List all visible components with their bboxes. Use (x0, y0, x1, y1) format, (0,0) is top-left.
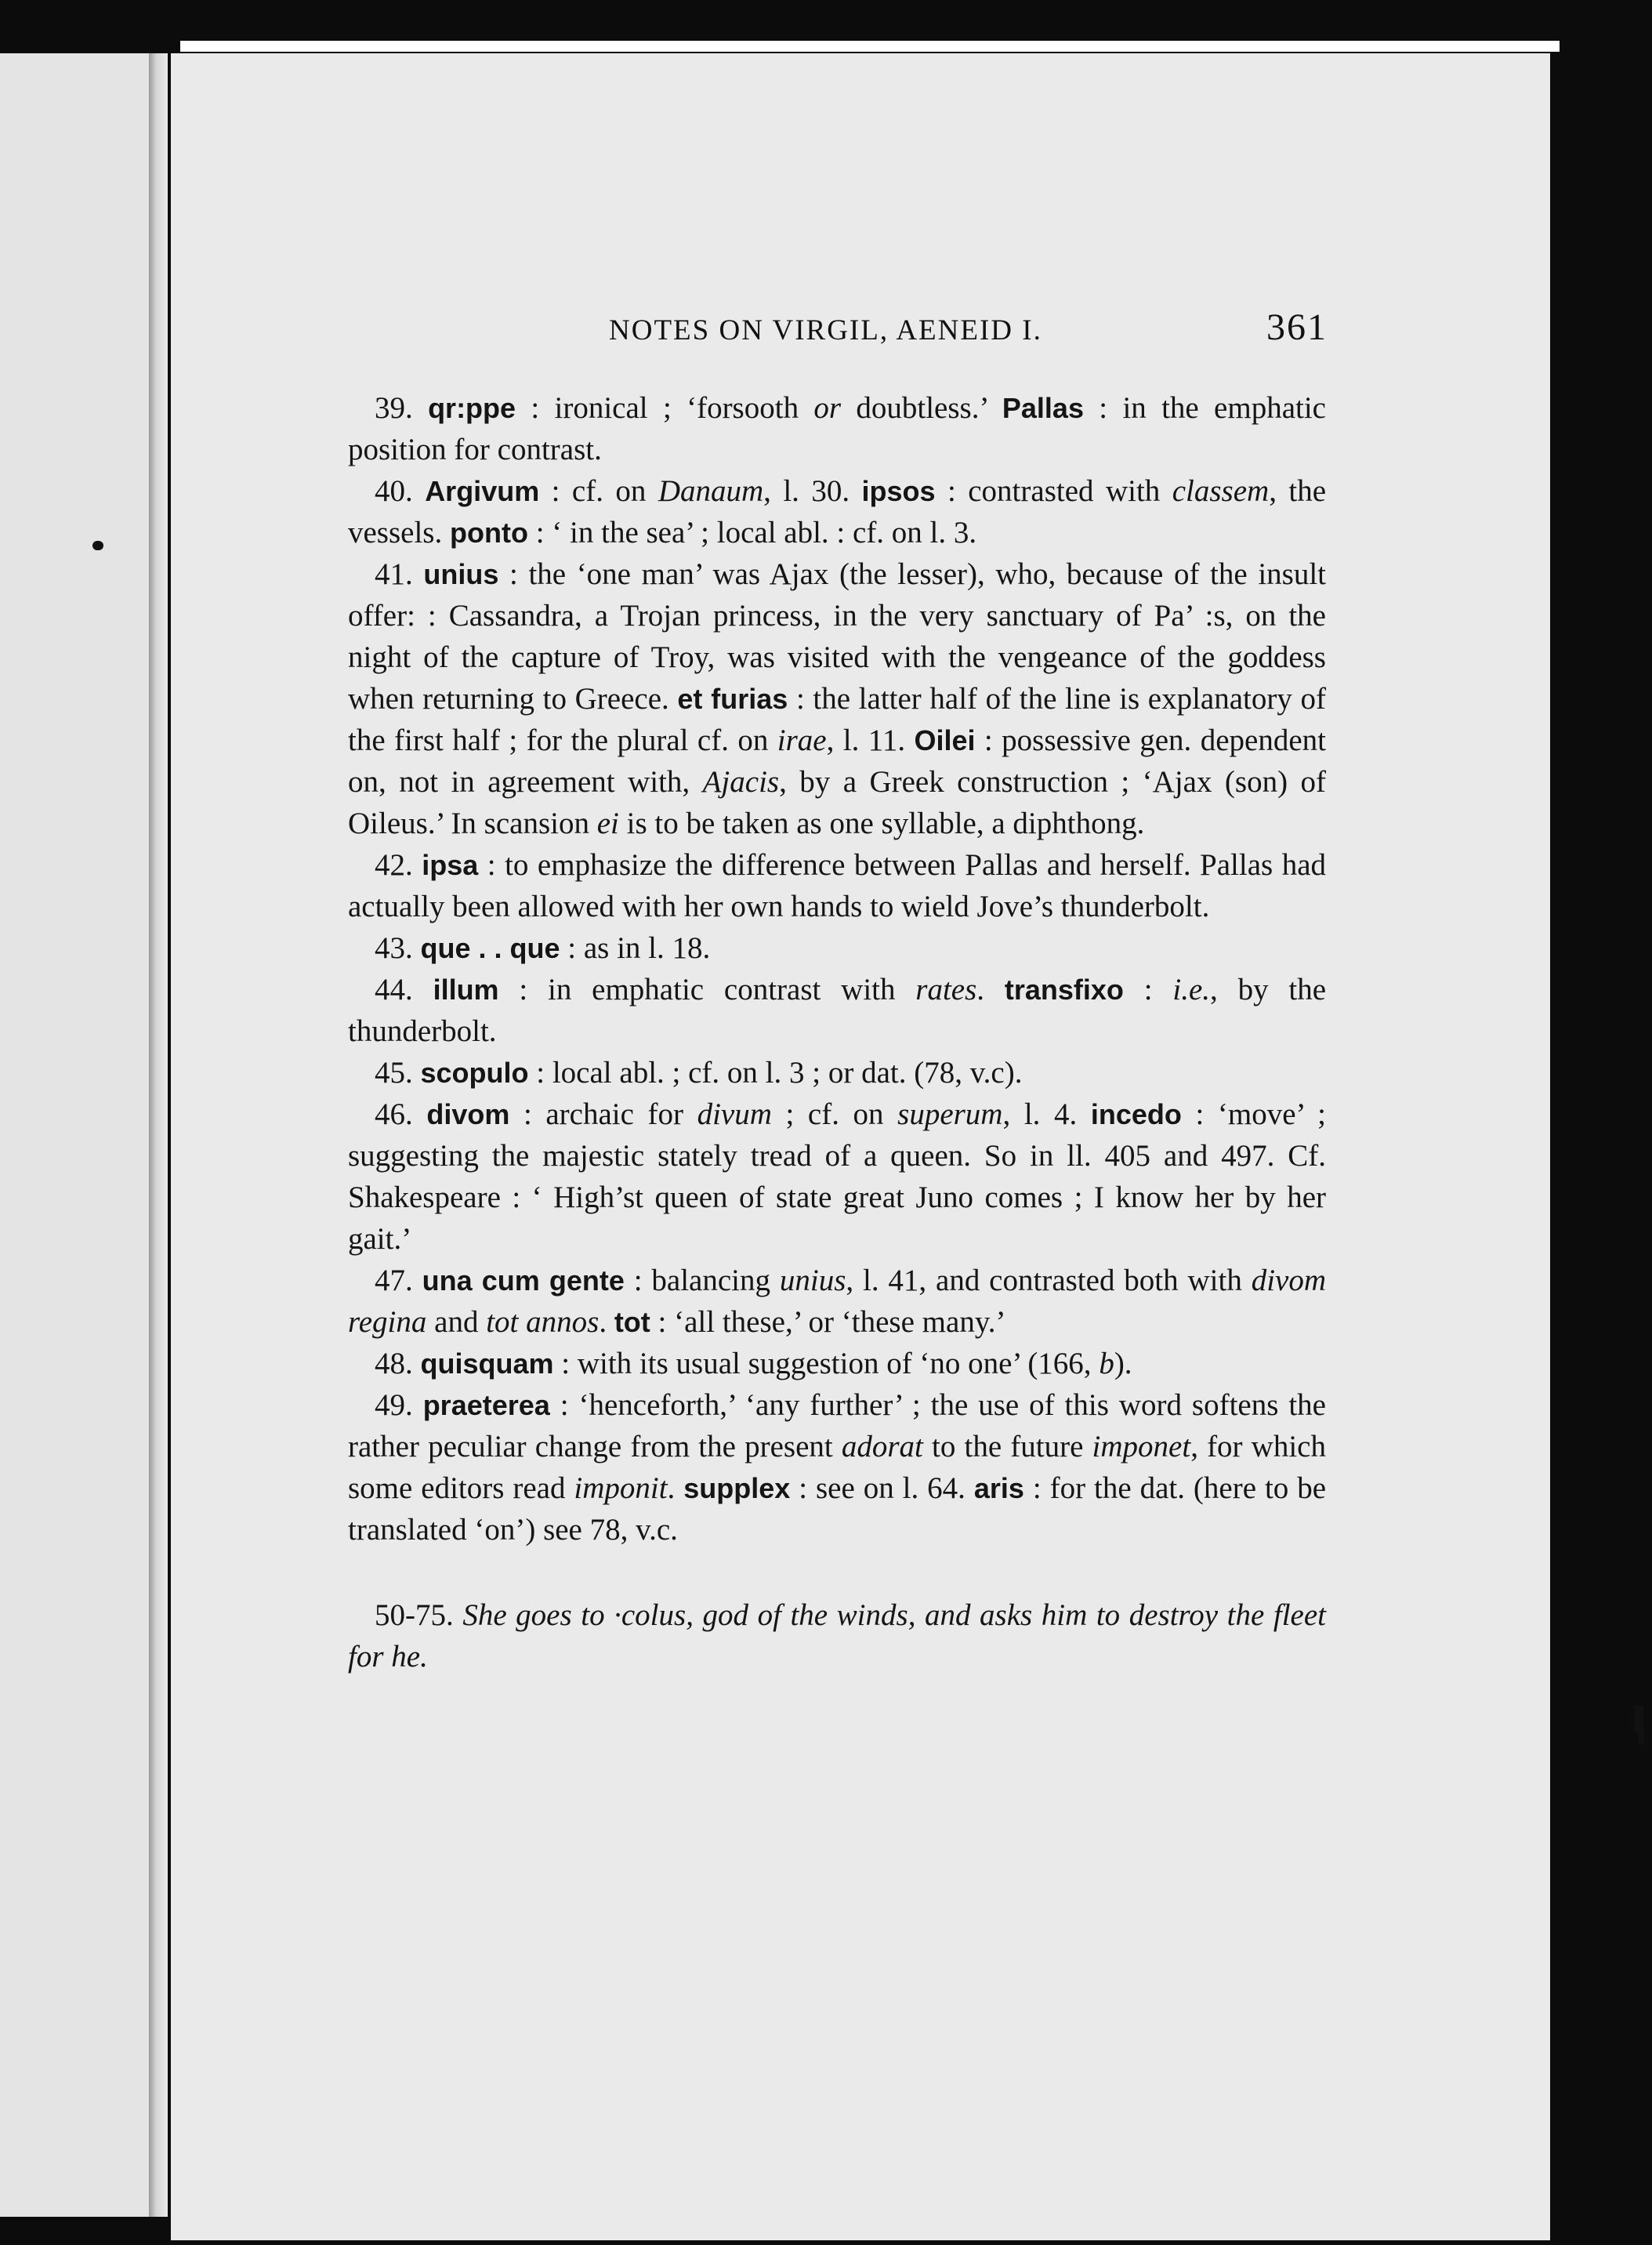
note-paragraph (348, 969, 1326, 1052)
note-text: : cf. on (539, 474, 658, 508)
note-italic: ei (596, 807, 619, 840)
note-text: 42. (375, 848, 422, 882)
scan-speck (92, 541, 103, 550)
note-italic: imponit (574, 1471, 668, 1505)
note-term: illum (433, 974, 499, 1006)
note-italic: superum (897, 1097, 1003, 1131)
note-text: 43. (375, 931, 421, 965)
note-text: ; cf. on (771, 1097, 898, 1131)
note-term: ipsos (861, 475, 936, 507)
note-term: praeterea (422, 1389, 550, 1421)
note-text: , l. 4. (1002, 1097, 1091, 1131)
note-text: : in emphatic contrast with (498, 973, 916, 1006)
note-term: tot (614, 1306, 650, 1338)
scan-speck (1638, 1728, 1644, 1744)
note-paragraph (348, 1093, 1326, 1260)
page-number: 361 (1266, 306, 1328, 348)
book-gutter (149, 53, 168, 2217)
note-text: . (667, 1471, 684, 1505)
note-text: : ‘ in the sea’ ; local abl. : cf. on l. 3. (527, 516, 977, 549)
section-summary (348, 1594, 1326, 1677)
note-italic: divom regina (348, 1264, 1326, 1339)
note-term: quisquam (420, 1347, 554, 1380)
note-text: , the vessels. (348, 474, 1327, 549)
note-text: . (976, 973, 1005, 1006)
note-text: and (426, 1305, 487, 1339)
note-italic: Danaum (658, 474, 764, 508)
note-italic: i.e. (1172, 973, 1211, 1006)
note-paragraph (348, 1343, 1326, 1384)
note-text: , by the thunderbolt. (348, 973, 1327, 1048)
note-paragraph (348, 1260, 1326, 1343)
note-paragraph (348, 553, 1326, 844)
note-term: supplex (683, 1472, 791, 1504)
note-term: una cum gente (422, 1264, 625, 1297)
facing-page-edge (0, 53, 159, 2217)
note-italic: or (813, 391, 842, 425)
note-text: : possessive gen. dependent on, not in agreement with, (348, 724, 1326, 799)
note-text: , by a Greek construction ; ‘Ajax (son) of Oileus.’ In scansion (348, 765, 1326, 840)
note-text: 49. (375, 1388, 423, 1422)
note-term: ponto (450, 517, 528, 549)
note-italic: Ajacis (702, 765, 780, 799)
note-text: 44. (375, 973, 433, 1006)
note-text: : ‘all these,’ or ‘these many.’ (650, 1305, 1006, 1339)
note-italic: imponet (1092, 1430, 1191, 1463)
note-paragraph (348, 1384, 1326, 1550)
note-text: : as in l. 18. (560, 931, 711, 965)
note-term: divom (426, 1098, 510, 1130)
note-text: to the future (922, 1430, 1092, 1463)
note-text: , for which some editors read (348, 1430, 1326, 1505)
note-text: : archaic for (509, 1097, 697, 1131)
note-term: que . . que (420, 932, 560, 964)
note-italic: b (1099, 1347, 1114, 1380)
note-text: : with its usual suggestion of ‘no one’ (166, (553, 1347, 1100, 1380)
note-text: : the latter half of the line is explanatory of the first half ; for the plural cf. on (348, 682, 1326, 757)
note-text: : ‘henceforth,’ ‘any further’ ; the use of this word softens the rather peculiar change from the present (348, 1388, 1326, 1463)
note-paragraph (348, 1052, 1326, 1093)
note-text: 45. (375, 1056, 421, 1090)
note-term: incedo (1090, 1098, 1182, 1130)
note-text: is to be taken as one syllable, a diphthong. (618, 807, 1145, 840)
note-text: : see on l. 64. (790, 1471, 974, 1505)
note-text: : ‘move’ ; suggesting the majestic stately tread of a queen. So in ll. 405 and 497. Cf. Shakespeare : ‘ High’st queen of state great Juno comes ; I know her by her gait.’ (348, 1097, 1327, 1256)
note-text: : ironical ; ‘forsooth (516, 391, 814, 425)
notes-body (348, 387, 1326, 1677)
section-range: 50-75. (375, 1598, 454, 1632)
running-title: NOTES ON VIRGIL, AENEID I. (609, 314, 1042, 346)
note-paragraph (348, 927, 1326, 969)
note-term: qr:ppe (428, 392, 516, 424)
note-italic: tot annos (486, 1305, 600, 1339)
note-text: , l. 11. (826, 724, 915, 757)
note-paragraph (348, 470, 1326, 553)
note-term: ipsa (422, 849, 479, 881)
note-text: 48. (375, 1347, 421, 1380)
note-text: : local abl. ; cf. on l. 3 ; or dat. (78, v.c). (528, 1056, 1023, 1090)
note-term: unius (423, 558, 499, 590)
note-italic: irae (777, 724, 827, 757)
note-text: 41. (375, 557, 424, 591)
note-term: transfixo (1004, 974, 1124, 1006)
note-text: doubtless.’ (841, 391, 1002, 425)
note-text: : contrasted with (935, 474, 1172, 508)
note-italic: rates (915, 973, 977, 1006)
note-text: 47. (375, 1264, 422, 1297)
note-term: Argivum (425, 475, 540, 507)
note-text: : in the emphatic position for contrast. (348, 391, 1326, 466)
note-text: 46. (375, 1097, 427, 1131)
note-italic: unius (779, 1264, 846, 1297)
note-term: Pallas (1002, 392, 1084, 424)
note-paragraph (348, 387, 1326, 470)
note-text: ). (1114, 1347, 1132, 1380)
note-term: aris (973, 1472, 1024, 1504)
note-text: : (1123, 973, 1173, 1006)
note-italic: classem (1172, 474, 1270, 508)
note-text: . (599, 1305, 614, 1339)
note-text: 39. (375, 391, 429, 425)
note-text: 40. (375, 474, 426, 508)
note-italic: divum (697, 1097, 772, 1131)
note-text: , l. 30. (763, 474, 862, 508)
note-text: : the ‘one man’ was Ajax (the lesser), who, because of the insult offer: : Cassandra, a Trojan princess, in the very sanctuary of Pa’ :s, on the night of the capture of Troy, was visited with the vengeance of the goddess when returning to Greece. (348, 557, 1326, 716)
note-text: : to emphasize the difference between Pallas and herself. Pallas had actually been allowed with her own hands to wield Jove’s thunderbolt. (348, 848, 1326, 923)
note-text: : for the dat. (here to be translated ‘on’) see 78, v.c. (348, 1471, 1327, 1547)
running-header (439, 306, 1328, 353)
note-text: : balancing (624, 1264, 780, 1297)
note-text: , l. 41, and contrasted both with (846, 1264, 1252, 1297)
note-italic: adorat (841, 1430, 923, 1463)
note-term: Oilei (914, 724, 976, 756)
section-summary-text: She goes to ·colus, god of the winds, and asks him to destroy the fleet for he. (348, 1598, 1326, 1674)
note-term: scopulo (420, 1057, 529, 1089)
note-term: et furias (677, 683, 788, 715)
scanner-frame-edge (180, 41, 1560, 52)
note-paragraph (348, 844, 1326, 927)
